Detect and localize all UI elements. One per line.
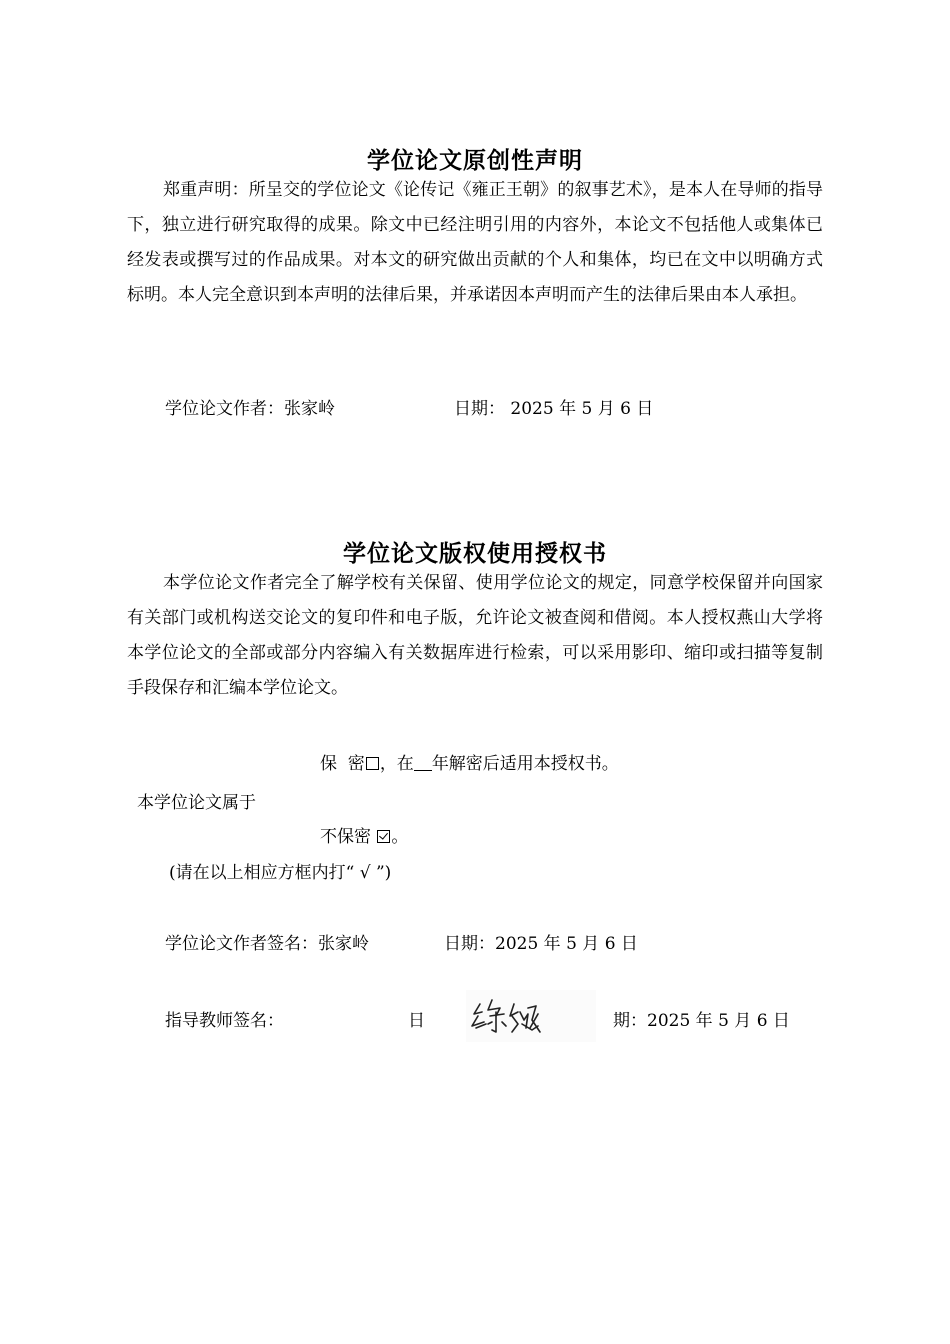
not-secret-label: 不保密 [320, 827, 371, 847]
author-signature-date: 日期：2025 年 5 月 6 日 [444, 934, 638, 954]
belongs-label: 本学位论文属于 [137, 793, 256, 813]
secret-suffix-b: 年解密后适用本授权书。 [431, 754, 619, 774]
authorization-title: 学位论文版权使用授权书 [343, 541, 607, 567]
checkbox-instruction: (请在以上相应方框内打“ √ ”) [169, 863, 392, 883]
originality-title: 学位论文原创性声明 [367, 148, 583, 174]
year-blank [414, 756, 432, 771]
advisor-date-a: 日 [408, 1011, 425, 1031]
not-secret-checkbox[interactable] [377, 830, 390, 843]
advisor-date-b: 期：2025 年 5 月 6 日 [613, 1011, 790, 1031]
author-line: 学位论文作者：张家岭 [165, 399, 335, 419]
originality-statement: 郑重声明：所呈交的学位论文《论传记《雍正王朝》的叙事艺术》，是本人在导师的指导下，独立进行研究取得的成果。除文中已经注明引用的内容外，本论文不包括他人或集体已经发表或撰写过的作品成果。对本文的研究做出贡献的个人和集体，均已在文中以明确方式标明。本人完全意识到本声明的法律后果，并承诺因本声明而产生的法律后果由本人承担。 [127, 180, 823, 305]
not-secret-suffix: 。 [391, 827, 409, 847]
advisor-handwritten-signature [466, 990, 596, 1042]
advisor-signature-line: 指导教师签名： [165, 1011, 284, 1031]
secret-checkbox[interactable] [366, 757, 379, 770]
secret-suffix-a: ，在 [379, 754, 414, 774]
secret-option [320, 749, 619, 774]
author-signature-line: 学位论文作者签名：张家岭 [165, 934, 369, 954]
authorization-statement: 本学位论文作者完全了解学校有关保留、使用学位论文的规定，同意学校保留并向国家有关部门或机构送交论文的复印件和电子版，允许论文被查阅和借阅。本人授权燕山大学将本学位论文的全部或部分内容编入有关数据库进行检索，可以采用影印、缩印或扫描等复制手段保存和汇编本学位论文。 [127, 573, 823, 698]
author-date: 日期： 2025 年 5 月 6 日 [454, 399, 654, 419]
not-secret-option [320, 822, 408, 847]
secret-label: 保 密 [320, 754, 365, 774]
